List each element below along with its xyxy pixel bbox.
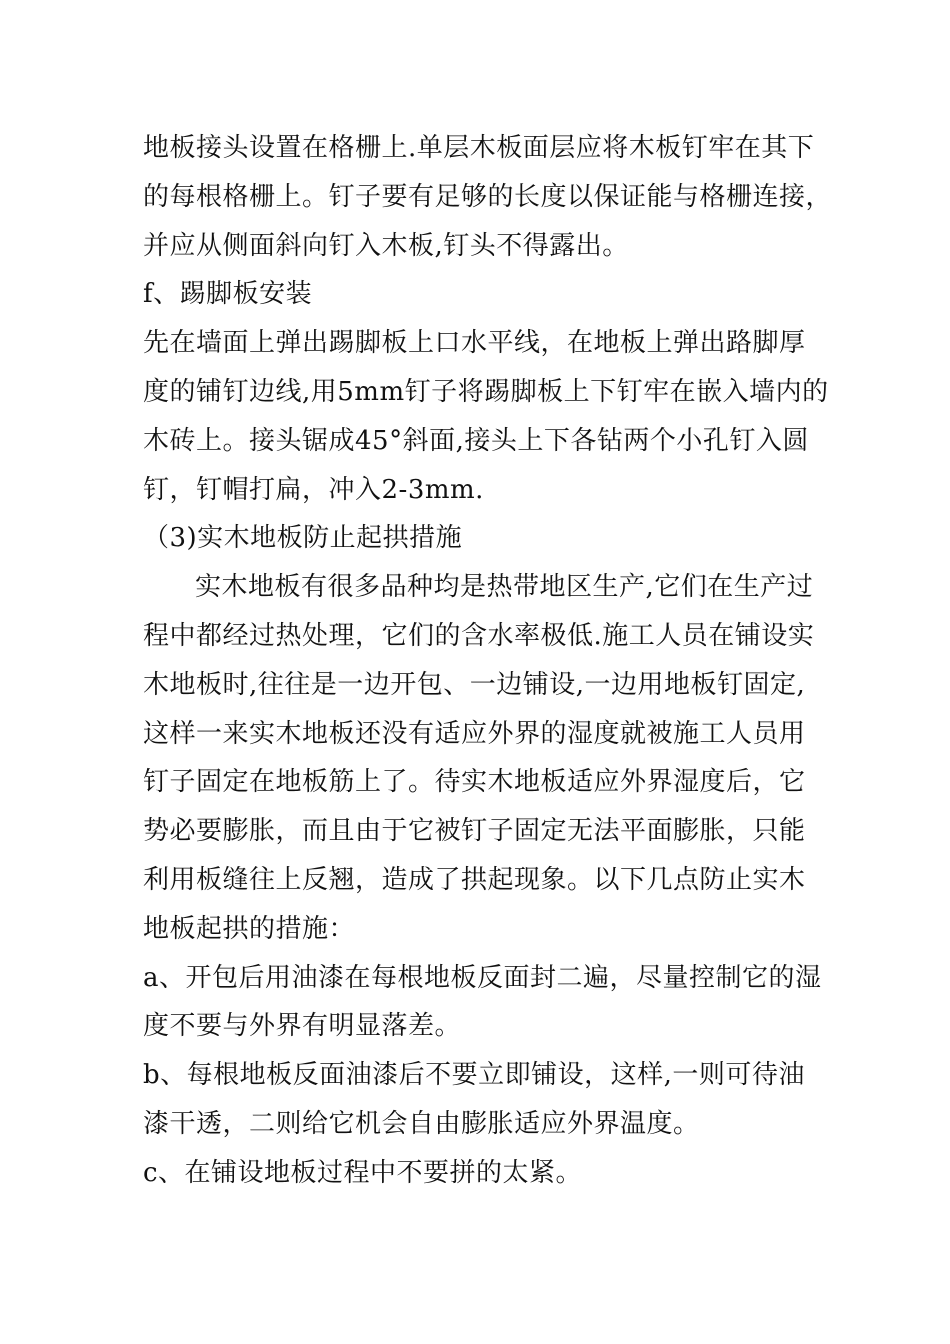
text-line: 漆干透，二则给它机会自由膨胀适应外界温度。 bbox=[143, 1108, 700, 1139]
list-item-a: a、开包后用油漆在每根地板反面封二遍，尽量控制它的湿 bbox=[143, 962, 822, 993]
paragraph-first-line: 实木地板有很多品种均是热带地区生产,它们在生产过 bbox=[195, 572, 814, 603]
text-line: 木砖上。接头锯成45°斜面,接头上下各钻两个小孔钉入圆 bbox=[143, 425, 809, 456]
text-line: 钉子固定在地板筋上了。待实木地板适应外界湿度后，它 bbox=[143, 767, 806, 798]
text-line: 地板起拱的措施： bbox=[143, 913, 356, 944]
text-line: 程中都经过热处理，它们的含水率极低.施工人员在铺设实 bbox=[143, 620, 815, 651]
text-line: 势必要膨胀，而且由于它被钉子固定无法平面膨胀，只能 bbox=[143, 816, 806, 847]
text-line: 先在墙面上弹出踢脚板上口水平线，在地板上弹出路脚厚 bbox=[143, 328, 806, 359]
text-line: 这样一来实木地板还没有适应外界的湿度就被施工人员用 bbox=[143, 718, 806, 749]
text-line: 度的铺钉边线,用5mm钉子将踢脚板上下钉牢在嵌入墙内的 bbox=[143, 376, 829, 407]
list-item-b: b、每根地板反面油漆后不要立即铺设，这样,一则可待油 bbox=[143, 1060, 805, 1091]
document-body bbox=[143, 124, 833, 1198]
text-line: 的每根格栅上。钉子要有足够的长度以保证能与格栅连接， bbox=[143, 181, 833, 212]
list-item-c: c、在铺设地板过程中不要拼的太紧。 bbox=[143, 1157, 583, 1188]
section-heading-f: f、踢脚板安装 bbox=[143, 279, 313, 310]
text-line: 利用板缝往上反翘，造成了拱起现象。以下几点防止实木 bbox=[143, 864, 806, 895]
text-line: 钉，钉帽打扁，冲入2-3mm. bbox=[143, 474, 484, 505]
text-line: 木地板时,往往是一边开包、一边铺设,一边用地板钉固定, bbox=[143, 669, 806, 700]
text-line: 并应从侧面斜向钉入木板,钉头不得露出。 bbox=[143, 230, 629, 261]
section-heading-3: （3)实木地板防止起拱措施 bbox=[143, 523, 463, 554]
text-line: 地板接头设置在格栅上.单层木板面层应将木板钉牢在其下 bbox=[143, 133, 815, 163]
text-line: 度不要与外界有明显落差。 bbox=[143, 1011, 462, 1042]
